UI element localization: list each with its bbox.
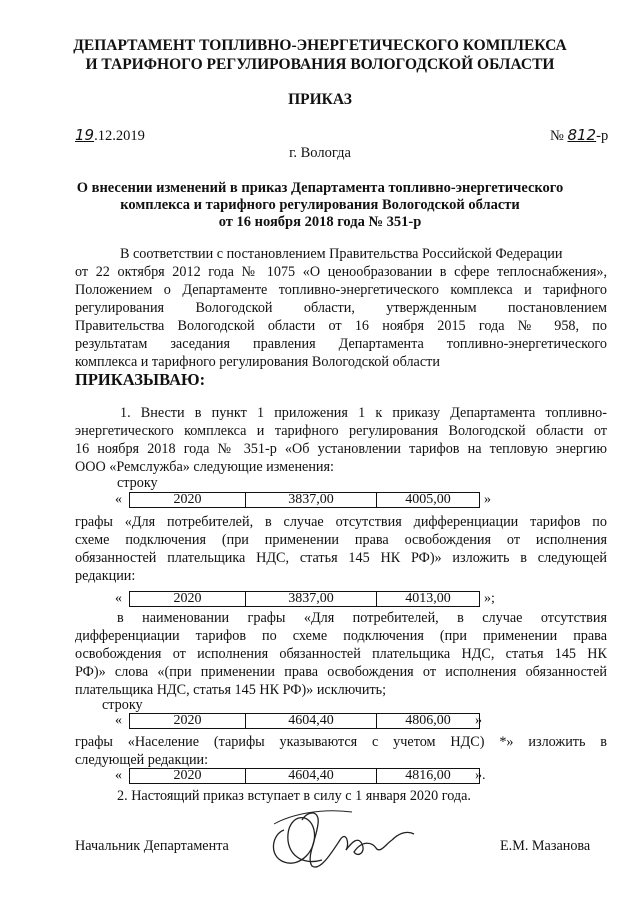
date-rest: .12.2019 bbox=[94, 128, 145, 144]
tariff-row-b-new bbox=[115, 768, 495, 785]
quote-close: » bbox=[484, 492, 491, 507]
subject-line2: комплекса и тарифного регулирования Вологодской области bbox=[120, 197, 520, 213]
number-prefix: № bbox=[550, 128, 564, 144]
order-date bbox=[75, 126, 145, 145]
para-a-line: графы «Для потребителей, в случае отсутствия дифференциации тарифов по bbox=[75, 514, 607, 530]
subject-line3: от 16 ноября 2018 года № 351-р bbox=[218, 214, 422, 230]
order-word: ПРИКАЗЫВАЮ: bbox=[75, 370, 206, 389]
preamble-line: Положением о Департаменте топливно-энергетического комплекса и тарифного bbox=[75, 282, 607, 298]
department-title-line2: И ТАРИФНОГО РЕГУЛИРОВАНИЯ ВОЛОГОДСКОЙ ОБЛАСТИ bbox=[85, 56, 555, 73]
item1-line: 16 ноября 2018 года № 351-р «Об установлении тарифов на тепловую энергию bbox=[75, 441, 607, 457]
item1-line: ООО «Ремслужба» следующие изменения: bbox=[75, 459, 334, 475]
cell-value-2: 4816,00 bbox=[376, 768, 480, 784]
quote-open: « bbox=[115, 492, 122, 507]
preamble-line: В соответствии с постановлением Правительства Российской Федерации bbox=[120, 246, 563, 262]
item1-line: 1. Внести в пункт 1 приложения 1 к приказу Департамента топливно- bbox=[120, 405, 607, 421]
preamble-line: регулирования Вологодской области, утвержденным постановлением bbox=[75, 300, 607, 316]
quote-close: »; bbox=[484, 591, 495, 606]
preamble-line: от 22 октября 2012 года № 1075 «О ценообразовании в сфере теплоснабжения», bbox=[75, 264, 607, 280]
number-handwritten: 812 bbox=[567, 126, 597, 144]
date-day-handwritten: 19 bbox=[75, 126, 95, 144]
quote-close: » bbox=[475, 713, 482, 728]
handwritten-signature-image bbox=[262, 800, 432, 875]
para-c-line: следующей редакции: bbox=[75, 752, 209, 768]
document-type: ПРИКАЗ bbox=[288, 91, 352, 108]
para-a-line: схеме подключения (при применении права освобождения от исполнения bbox=[75, 532, 607, 548]
preamble-line: результатам заседания правления Департамента топливно-энергетического bbox=[75, 336, 607, 352]
quote-close: ». bbox=[475, 768, 486, 783]
para-b-line: в наименовании графы «Для потребителей, в случае отсутствия bbox=[117, 610, 607, 626]
cell-year: 2020 bbox=[129, 492, 246, 508]
preamble-line: Правительства Вологодской области от 16 ноября 2015 года № 958, по bbox=[75, 318, 607, 334]
item1-line: энергетического комплекса и тарифного регулирования Вологодской области от bbox=[75, 423, 607, 439]
para-c-line: графы «Население (тарифы указываются с учетом НДС) *» изложить в bbox=[75, 734, 607, 750]
cell-value-1: 4604,40 bbox=[245, 713, 377, 729]
tariff-row-a-new bbox=[115, 591, 495, 608]
cell-value-1: 3837,00 bbox=[245, 492, 377, 508]
quote-open: « bbox=[115, 713, 122, 728]
cell-value-2: 4013,00 bbox=[376, 591, 480, 607]
para-b-line: освобождения от исполнения обязанностей плательщика НДС, статья 145 НК bbox=[75, 646, 607, 662]
preamble-line: комплекса и тарифного регулирования Вологодской области bbox=[75, 354, 440, 370]
tariff-row-a-old bbox=[115, 492, 495, 509]
number-suffix: -р bbox=[596, 128, 609, 144]
para-b-line: дифференциации тарифов по схеме подключения (при применении права bbox=[75, 628, 607, 644]
para-a-line: редакции: bbox=[75, 568, 136, 584]
para-b-line: РФ)» слова «(при применении права освобождения от исполнения обязанностей bbox=[75, 664, 607, 680]
cell-value-2: 4806,00 bbox=[376, 713, 480, 729]
para-a-line: обязанностей плательщика НДС, статья 145 НК РФ)» изложить в следующей bbox=[75, 550, 607, 566]
cell-year: 2020 bbox=[129, 713, 246, 729]
signatory-position: Начальник Департамента bbox=[75, 838, 229, 854]
cell-value-1: 3837,00 bbox=[245, 591, 377, 607]
item2: 2. Настоящий приказ вступает в силу с 1 января 2020 года. bbox=[117, 788, 471, 804]
cell-value-2: 4005,00 bbox=[376, 492, 480, 508]
subject-line1: О внесении изменений в приказ Департамента топливно-энергетического bbox=[76, 180, 564, 196]
cell-year: 2020 bbox=[129, 768, 246, 784]
department-title-line1: ДЕПАРТАМЕНТ ТОПЛИВНО-ЭНЕРГЕТИЧЕСКОГО КОМПЛЕКСА bbox=[73, 37, 567, 54]
cell-value-1: 4604,40 bbox=[245, 768, 377, 784]
row-label: строку bbox=[102, 697, 143, 713]
order-number bbox=[550, 126, 608, 145]
cell-year: 2020 bbox=[129, 591, 246, 607]
para-b-line: плательщика НДС, статья 145 НК РФ)» исключить; bbox=[75, 682, 387, 698]
quote-open: « bbox=[115, 591, 122, 606]
quote-open: « bbox=[115, 768, 122, 783]
signatory-name: Е.М. Мазанова bbox=[500, 838, 591, 854]
city: г. Вологда bbox=[289, 145, 351, 161]
tariff-row-b-old bbox=[115, 713, 495, 730]
row-label: строку bbox=[117, 475, 158, 491]
